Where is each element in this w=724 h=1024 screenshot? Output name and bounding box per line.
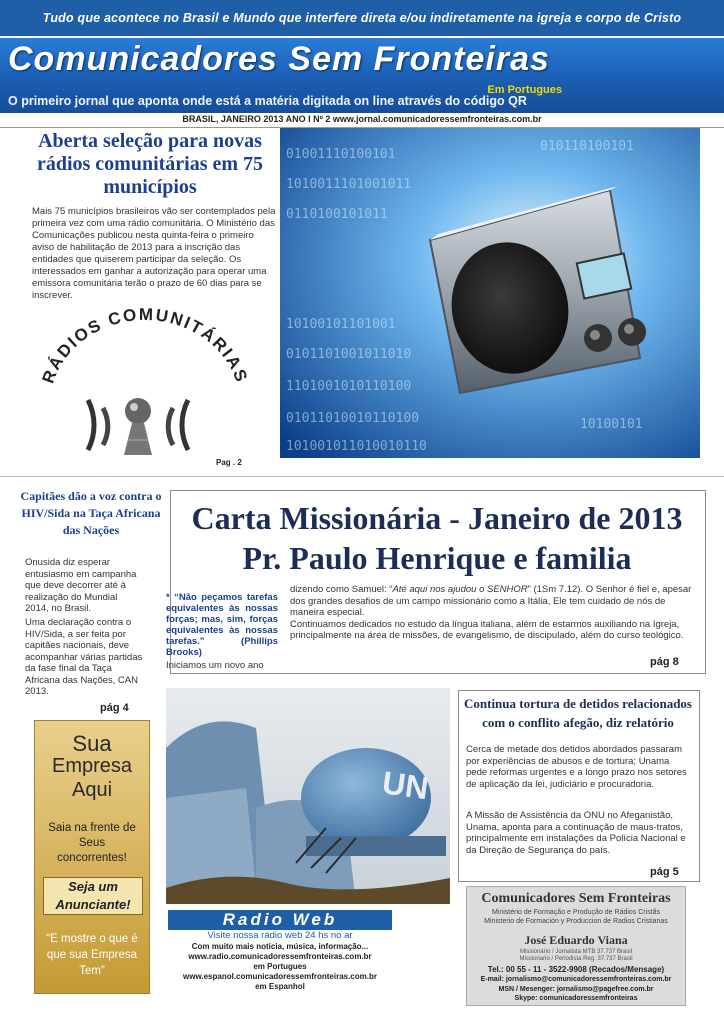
header-tagline: Tudo que acontece no Brasil e Mundo que interfere direta e/ou indiretamente na igreja e corpo de Cristo [42, 11, 682, 25]
sidebar-headline: Capitães dão a voz contra o HIV/Sida na Taça Africana das Nações [20, 489, 162, 537]
carta-body-2: Continuamos dedicados no estudo da língua italiana, além de estarmos auxiliando na Igreja, principalmente na área de missões, de evangelismo, de discipulado, além do curso teológico. [290, 618, 684, 641]
afghan-paragraph: Cerca de metade dos detidos abordados passaram por experiências de abusos e de tortura; Unama pede reformas urgentes e a longo prazo nos setores de aplicação da lei, judiciário e procuradoria. [466, 744, 687, 790]
radio-web-lang-pt: em Portugues [253, 962, 307, 971]
masthead [0, 38, 724, 113]
carta-quote: * “Não peçamos tarefas equivalentes às nossas forças; mas, sim, forças equivalentes às nossas tarefas.” (Phillips Brooks) [166, 592, 278, 658]
radio-web-tagline: Com muito mais notícia, música, informação... [191, 942, 369, 951]
radio-web-invite: Visite nossa rádio web 24 hs no ar [207, 930, 353, 941]
svg-text:0110100101011: 0110100101011 [286, 207, 388, 222]
top-story-body: Mais 75 municípios brasileiros vão ser contemplados pela primeira vez com uma rádio comunitária. O Ministério das Comunicações publicou nesta quinta-feira o primeiro aviso de habilitação de 2013 para a inscrição das entidades que quiserem participar da seleção. Os interessados em ganhar a autorização para operar uma emissora comunitária terão o prazo de 60 dias para se inscrever. [32, 206, 276, 301]
radios-comunitarias-logo [28, 305, 258, 455]
card-skype: Skype: comunicadoressemfronteiras [514, 995, 638, 1002]
card-org: Comunicadores Sem Fronteiras [481, 891, 671, 906]
top-story-headline: Aberta seleção para novas rádios comunitárias em 75 municípios [36, 130, 264, 198]
radio-web-link-pt[interactable]: www.radio.comunicadoressemfronteiras.com.br [188, 952, 372, 961]
page-reference: Pag . 2 [216, 458, 242, 467]
carta-title: Carta Missionária - Janeiro de 2013 [191, 500, 683, 536]
radio-web-banner[interactable] [168, 910, 392, 930]
ad-line: Sua [72, 731, 112, 756]
svg-text:010110100101: 010110100101 [540, 139, 634, 154]
page-reference: pág 4 [100, 702, 129, 714]
afghan-paragraph: A Missão de Assistência da ONU no Afeganistão, Unama, aponta para a continuação de maus-tratos, principalmente em instalações da Polícia Nacional e da Direção de Segurança do país. [466, 810, 686, 856]
ad-line: Seja um Anunciante! [43, 877, 143, 915]
card-tagline: Ministério de Formação e Produção de Rádios Cristãs [491, 909, 661, 916]
page-reference: pág 8 [650, 656, 679, 668]
masthead-subtitle: O primeiro jornal que aponta onde está a matéria digitada on line através do código QR [8, 94, 527, 108]
svg-text:01011010010110100: 01011010010110100 [286, 411, 420, 426]
divider [0, 476, 724, 477]
card-name: José Eduardo Viana [524, 933, 628, 947]
carta-subtitle: Pr. Paulo Henrique e familia [242, 540, 632, 576]
masthead-title: Comunicadores Sem Fronteiras [8, 40, 550, 78]
svg-text:10100101: 10100101 [580, 417, 643, 432]
radio-web-details [168, 942, 392, 992]
card-phone: Tel.: 00 55 - 11 - 3522-9908 (Recados/Mensage) [487, 965, 665, 974]
header-tagline-bar [0, 0, 724, 36]
svg-text:1010011101001011: 1010011101001011 [286, 177, 412, 192]
carta-body-rest: ” (1Sm 7.12). O Senhor é fiel e, apesar dos grandes desafios de um campo missionário como a Itália, Ele tem cuidado de nós de maneira especial. [290, 584, 692, 618]
edition-language: Em Portugues [487, 84, 562, 96]
carta-body-lead: dizendo como Samuel: “ [290, 584, 393, 595]
ad-line: “E mostre o que é que sua Empresa Tem” [46, 933, 138, 977]
afghan-headline: Continua tortura de detidos relacionados com o conflito afegão, diz relatório [464, 696, 692, 730]
svg-text:UN: UN [380, 764, 431, 807]
card-tagline: Ministerio de Formación y Produccion de Radios Cristianas [484, 918, 668, 925]
carta-body [290, 584, 694, 642]
carta-body-italic: Até aqui nos ajudou o SENHOR [392, 584, 528, 595]
card-email[interactable]: E-mail: jornalismo@comunicadoressemfronteiras.com.br [480, 976, 672, 983]
radio-web-link-es[interactable]: www.espanol.comunicadoressemfronteiras.com.br [183, 972, 377, 981]
ad-line: Saia na frente de Seus concorrentes! [48, 822, 136, 864]
ad-line: Aqui [71, 779, 113, 801]
business-card [466, 886, 686, 1006]
carta-start: Iniciamos um novo ano [166, 660, 264, 671]
ad-line: Empresa [51, 755, 133, 777]
svg-text:101001011010010110: 101001011010010110 [286, 439, 427, 454]
card-role: Missionário / Jornalista MTB 37.737 Brasil [519, 949, 633, 955]
sidebar-paragraph: Onusida diz esperar entusiasmo em campanha que deve decorrer até à realização do Mundial 2014, no Brasil. [25, 557, 137, 614]
svg-text:1101001010110100: 1101001010110100 [286, 379, 412, 394]
svg-text:RÁDIOS COMUNITÁRIAS [38, 305, 251, 386]
logo-text: RÁDIOS COMUNITÁRIAS [38, 305, 252, 386]
advertisement-box [34, 720, 150, 994]
radio-web-title: Radio Web [222, 910, 338, 929]
radio-web-lang-es: em Espanhol [255, 982, 305, 991]
card-msn: MSN / Mesenger: jornalismo@pagefree.com.br [498, 986, 654, 993]
svg-text:10100101101001: 10100101101001 [286, 317, 396, 332]
svg-text:01001110100101: 01001110100101 [286, 147, 396, 162]
page-reference: pág 5 [650, 866, 679, 878]
dateline: BRASIL, JANEIRO 2013 ANO I Nº 2 www.jornal.comunicadoressemfronteiras.com.br [182, 114, 542, 124]
un-soldiers-photo [166, 688, 450, 904]
card-role: Missionario / Periodista Reg. 37.737 Brasil [519, 956, 633, 962]
sidebar-paragraph: Uma declaração contra o HIV/Sida, a ser feita por capitães nacionais, deve acompanhar várias partidas da fase final da Taça Africana das Nações, CAN 2013. [25, 617, 143, 697]
radio-photo [280, 128, 700, 458]
svg-text:0101101001011010: 0101101001011010 [286, 347, 412, 362]
